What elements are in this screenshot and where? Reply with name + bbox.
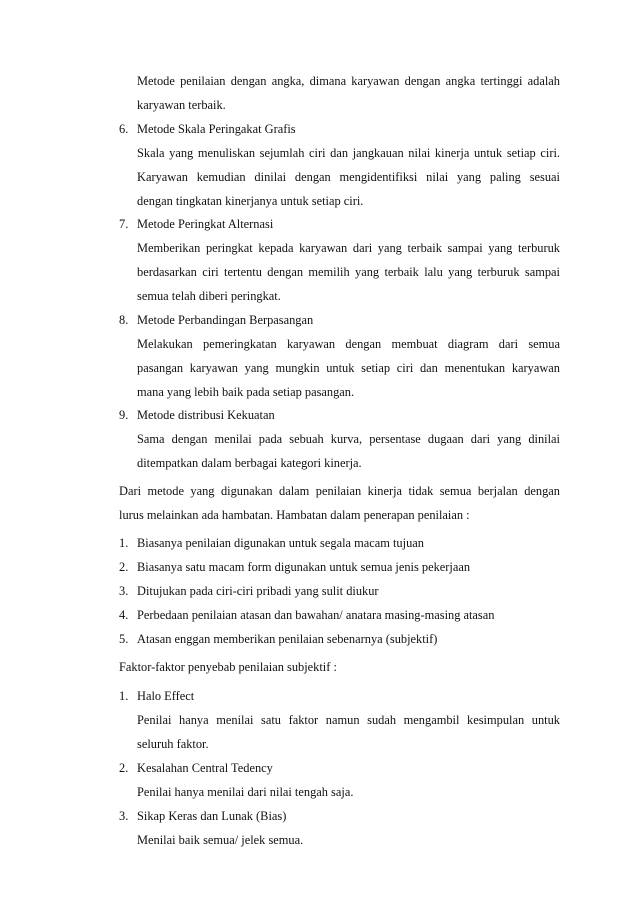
list-number: 3. — [119, 584, 129, 598]
factor-line: seluruh faktor. — [137, 737, 209, 751]
method-line: mana yang lebih baik pada setiap pasangan. — [137, 385, 355, 399]
method-line: Karyawan kemudian dinilai dengan mengidentifiksi nilai yang paling sesuai — [137, 170, 560, 184]
list-number: 8. — [119, 313, 129, 327]
list-number: 5. — [119, 632, 129, 646]
obstacle-item: Ditujukan pada ciri-ciri pribadi yang sulit diukur — [137, 584, 379, 598]
obstacle-item: Atasan enggan memberikan penilaian sebenarnya (subjektif) — [137, 632, 438, 646]
list-number: 2. — [119, 761, 129, 775]
method-title: Metode Peringkat Alternasi — [137, 217, 274, 231]
factor-line: Penilai hanya menilai dari nilai tengah saja. — [137, 785, 354, 799]
method-line: pasangan karyawan yang mungkin untuk setiap ciri dan menentukan karyawan — [137, 361, 560, 375]
method-title: Metode Perbandingan Berpasangan — [137, 313, 314, 327]
factors-heading: Faktor-faktor penyebab penilaian subjektif : — [119, 660, 337, 674]
list-number: 1. — [119, 689, 129, 703]
factor-line: Penilai hanya menilai satu faktor namun sudah mengambil kesimpulan untuk — [137, 713, 560, 727]
list-number: 1. — [119, 536, 129, 550]
list-number: 9. — [119, 408, 129, 422]
factor-title: Sikap Keras dan Lunak (Bias) — [137, 809, 287, 823]
list-number: 6. — [119, 122, 129, 136]
method-line: Memberikan peringkat kepada karyawan dari yang terbaik sampai yang terburuk — [137, 241, 560, 255]
obstacle-item: Biasanya penilaian digunakan untuk segala macam tujuan — [137, 536, 424, 550]
method-line: dengan tingkatan kinerjanya untuk setiap ciri. — [137, 194, 364, 208]
list-number: 2. — [119, 560, 129, 574]
paragraph-line: Dari metode yang digunakan dalam penilaian kinerja tidak semua berjalan dengan — [119, 484, 560, 498]
factor-line: Menilai baik semua/ jelek semua. — [137, 833, 304, 847]
obstacle-item: Perbedaan penilaian atasan dan bawahan/ anatara masing-masing atasan — [137, 608, 495, 622]
method-line: Sama dengan menilai pada sebuah kurva, persentase dugaan dari yang dinilai — [137, 432, 560, 446]
list-number: 3. — [119, 809, 129, 823]
list-number: 7. — [119, 217, 129, 231]
paragraph-line: lurus melainkan ada hambatan. Hambatan dalam penerapan penilaian : — [119, 508, 470, 522]
method-line: Skala yang menuliskan sejumlah ciri dan jangkauan nilai kinerja untuk setiap ciri. — [137, 146, 560, 160]
obstacle-item: Biasanya satu macam form digunakan untuk semua jenis pekerjaan — [137, 560, 471, 574]
intro-line: Metode penilaian dengan angka, dimana karyawan dengan angka tertinggi adalah — [137, 74, 560, 88]
method-line: semua telah diberi peringkat. — [137, 289, 281, 303]
factor-title: Halo Effect — [137, 689, 195, 703]
intro-line: karyawan terbaik. — [137, 98, 226, 112]
method-line: Melakukan pemeringkatan karyawan dengan membuat diagram dari semua — [137, 337, 560, 351]
list-number: 4. — [119, 608, 129, 622]
method-title: Metode distribusi Kekuatan — [137, 408, 275, 422]
factor-title: Kesalahan Central Tedency — [137, 761, 273, 775]
method-title: Metode Skala Peringakat Grafis — [137, 122, 296, 136]
method-line: ditempatkan dalam berbagai kategori kinerja. — [137, 456, 362, 470]
method-line: berdasarkan ciri tertentu dengan memilih yang terbaik lalu yang terburuk sampai — [137, 265, 560, 279]
